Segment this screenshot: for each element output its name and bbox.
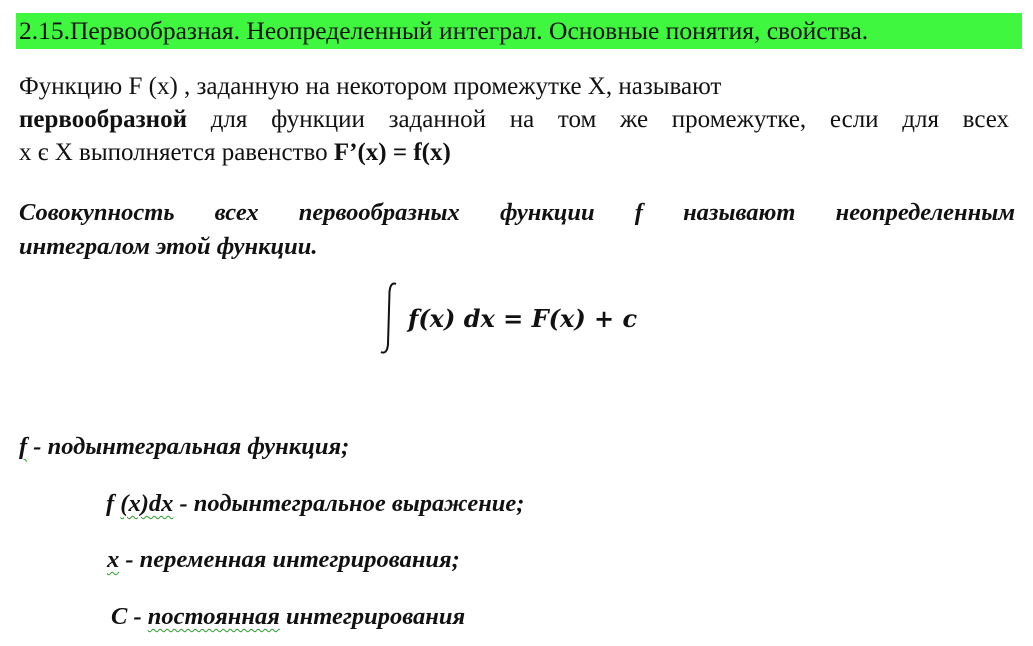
term-integrand-expression bbox=[106, 490, 524, 518]
term-x-description: - переменная интегрирования; bbox=[119, 546, 460, 573]
antiderivative-condition: F’(x) = f(x) bbox=[333, 139, 451, 166]
term-c-dash: - bbox=[127, 603, 148, 630]
integral-formula bbox=[374, 278, 637, 358]
term-c-symbol: C bbox=[111, 603, 128, 630]
term-integrand-function bbox=[19, 433, 349, 461]
term-integration-constant bbox=[111, 603, 465, 631]
indefinite-line-2: интегралом этой функции. bbox=[19, 233, 318, 260]
indefinite-integral-definition bbox=[19, 196, 1015, 264]
term-expr-dx: dx bbox=[148, 490, 174, 517]
indefinite-line-1: Совокупность всех первообразных функции f называют неопределенным bbox=[19, 199, 1015, 226]
term-c-word-integration: интегрирования bbox=[279, 603, 466, 630]
term-antiderivative: первообразной bbox=[19, 106, 187, 133]
definition-line-2-rest: для функции заданной на том же промежутке, если для всех bbox=[187, 106, 1009, 133]
term-f-symbol: f bbox=[19, 433, 28, 460]
term-integration-variable bbox=[107, 546, 460, 574]
definition-line-1: Функцию F (x) , заданную на некотором промежутке X, называют bbox=[19, 73, 722, 100]
definition-paragraph bbox=[19, 70, 1009, 169]
term-expr-description: - подынтегральное выражение; bbox=[173, 490, 525, 517]
integral-formula-text: 𝒇(𝒙) 𝒅𝒙 = 𝑭(𝒙) + 𝒄 bbox=[408, 303, 638, 333]
term-expr-f: f bbox=[106, 490, 121, 517]
integral-sign-icon bbox=[374, 278, 404, 358]
section-title: 2.15.Первообразная. Неопределенный интеграл. Основные понятия, свойства. bbox=[16, 13, 1022, 49]
definition-line-3-prefix: x є X выполняется равенство bbox=[19, 139, 334, 166]
term-f-description: - подынтегральная функция; bbox=[27, 433, 350, 460]
term-expr-x: (x) bbox=[120, 490, 149, 517]
term-x-symbol: x bbox=[107, 546, 120, 573]
term-c-word-constant: постоянная bbox=[147, 603, 280, 630]
definition-line-3 bbox=[19, 136, 1009, 169]
definition-line-2 bbox=[19, 103, 1009, 136]
